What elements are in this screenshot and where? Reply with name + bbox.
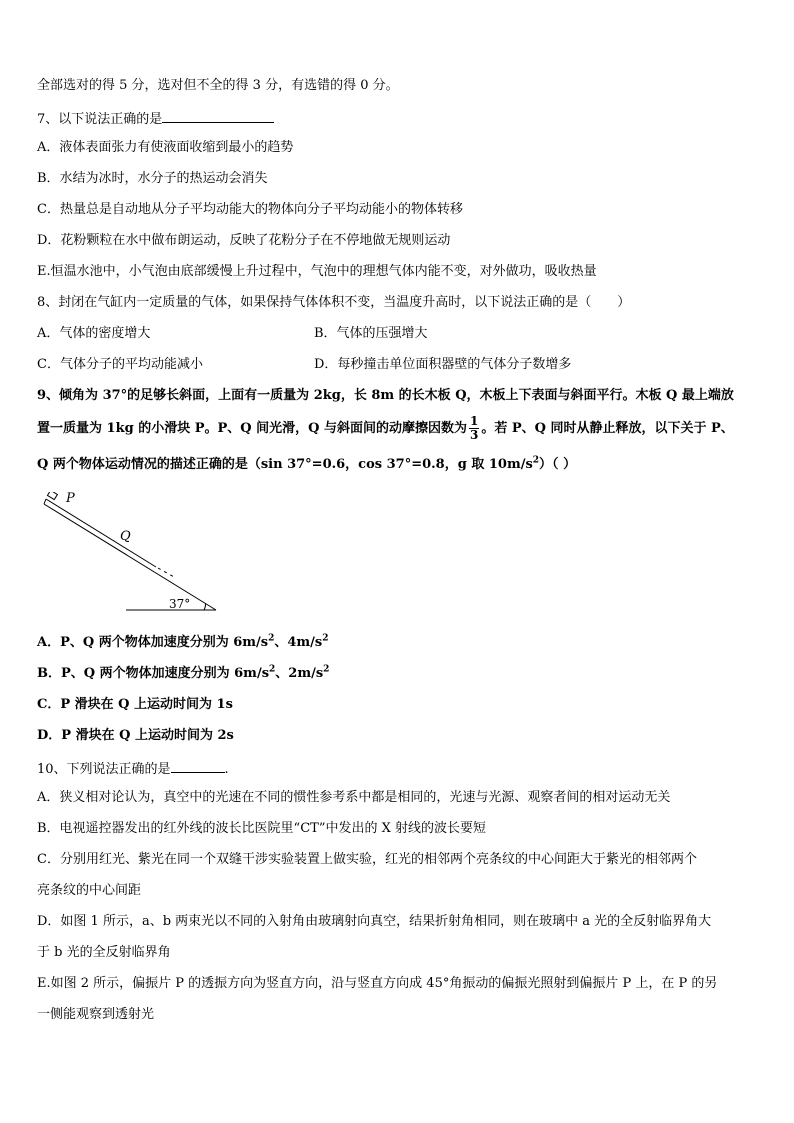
board-q-top [46,499,156,567]
q9-line2 [37,414,734,444]
answer-blank [171,758,225,773]
q9-line2b: 。若 P、Q 同时从静止释放，以下关于 P、 [481,421,734,436]
q8-option-d: D．每秒撞击单位面积器壁的气体分子数增多 [314,357,572,372]
q10-option-d-cont: 于 b 光的全反射临界角 [37,945,171,960]
q9-option-a-sup2: 2 [322,633,329,644]
q9-option-b [37,665,329,683]
q7-stem-text: 7、以下说法正确的是 [37,112,163,127]
q9-option-a-text: A．P、Q 两个物体加速度分别为 6m/s [37,635,269,650]
angle-arc [204,604,206,611]
q9-option-b-sup2: 2 [323,664,330,675]
q10-option-e: E.如图 2 所示，偏振片 P 的透振方向为竖直方向，沿与竖直方向成 45°角振动的偏振光照射到偏振片 P 上，在 P 的另 [37,976,718,991]
q9-line3-end: ）（ ） [539,457,577,472]
q9-option-a [37,634,329,652]
incline-surface [44,504,216,610]
q9-line3-text: Q 两个物体运动情况的描述正确的是（sin 37°=0.6，cos 37°=0.8，g 取 10m/s [37,457,533,472]
q8-option-a: A．气体的密度增大 [37,326,151,341]
label-q: Q [120,529,131,544]
q9-line2a: 置一质量为 1kg 的小滑块 P。P、Q 间光滑，Q 与斜面间的动摩擦因数为 [37,421,467,436]
q7-option-c: C．热量总是自动地从分子平均动能大的物体向分子平均动能小的物体转移 [37,202,463,217]
block-p [47,492,57,500]
q7-option-b: B．水结为冰时，水分子的热运动会消失 [37,171,268,186]
q10-option-b: B．电视遥控器发出的红外线的波长比医院里“CT”中发出的 X 射线的波长要短 [37,821,486,836]
angle-label: 37° [169,597,191,611]
q9-option-a-sup1: 2 [268,633,275,644]
q10-stem-text: 10、下列说法正确的是 [37,762,171,777]
q7-stem [37,108,274,129]
q7-option-e: E.恒温水池中，小气泡由底部缓慢上升过程中，气泡中的理想气体内能不变，对外做功，吸收热量 [37,264,597,279]
q8-stem: 8、封闭在气缸内一定质量的气体，如果保持气体体积不变，当温度升高时，以下说法正确的是（ ） [37,295,631,310]
q10-option-a: A．狭义相对论认为，真空中的光速在不同的惯性参考系中都是相同的，光速与光源、观察者间的相对运动无关 [37,790,671,805]
q9-option-d: D．P 滑块在 Q 上运动时间为 2s [37,728,234,743]
q10-option-d: D．如图 1 所示，a、b 两束光以不同的入射角由玻璃射向真空，结果折射角相同，则在玻璃中 a 光的全反射临界角大 [37,914,712,929]
q9-option-b-mid: 、2m/s [275,666,324,681]
fraction-numerator: 1 [469,414,479,428]
intro-text: 全部选对的得 5 分，选对但不全的得 3 分，有选错的得 0 分。 [37,78,399,93]
q9-line1: 9、倾角为 37°的足够长斜面，上面有一质量为 2kg，长 8m 的长木板 Q，木板上下表面与斜面平行。木板 Q 最上端放 [37,388,734,403]
q7-option-a: A．液体表面张力有使液面收缩到最小的趋势 [37,140,294,155]
q10-stem-end: . [224,762,229,777]
board-q-end [44,499,46,504]
label-p: P [66,492,75,506]
q9-option-b-sup1: 2 [269,664,276,675]
q10-option-e-cont: 一侧能观察到透射光 [37,1007,155,1022]
q9-option-b-text: B．P、Q 两个物体加速度分别为 6m/s [37,666,270,681]
q7-option-d: D．花粉颗粒在水中做布朗运动，反映了花粉分子在不停地做无规则运动 [37,233,451,248]
q9-line3 [37,456,576,474]
q9-option-c: C．P 滑块在 Q 上运动时间为 1s [37,697,233,712]
fraction-denominator: 3 [469,428,479,442]
q10-stem [37,758,229,779]
q10-option-c: C．分别用红光、紫光在同一个双缝干涉实验装置上做实验，红光的相邻两个亮条纹的中心间距大于紫光的相邻两个 [37,852,697,867]
q8-option-c: C．气体分子的平均动能减小 [37,357,203,372]
q10-option-c-cont: 亮条纹的中心间距 [37,883,142,898]
q9-line3-sup: 2 [532,455,540,466]
q8-option-b: B．气体的压强增大 [314,326,428,341]
friction-fraction [469,415,479,442]
answer-blank [162,108,274,123]
q9-option-a-mid: 、4m/s [274,635,323,650]
incline-figure [38,492,218,614]
